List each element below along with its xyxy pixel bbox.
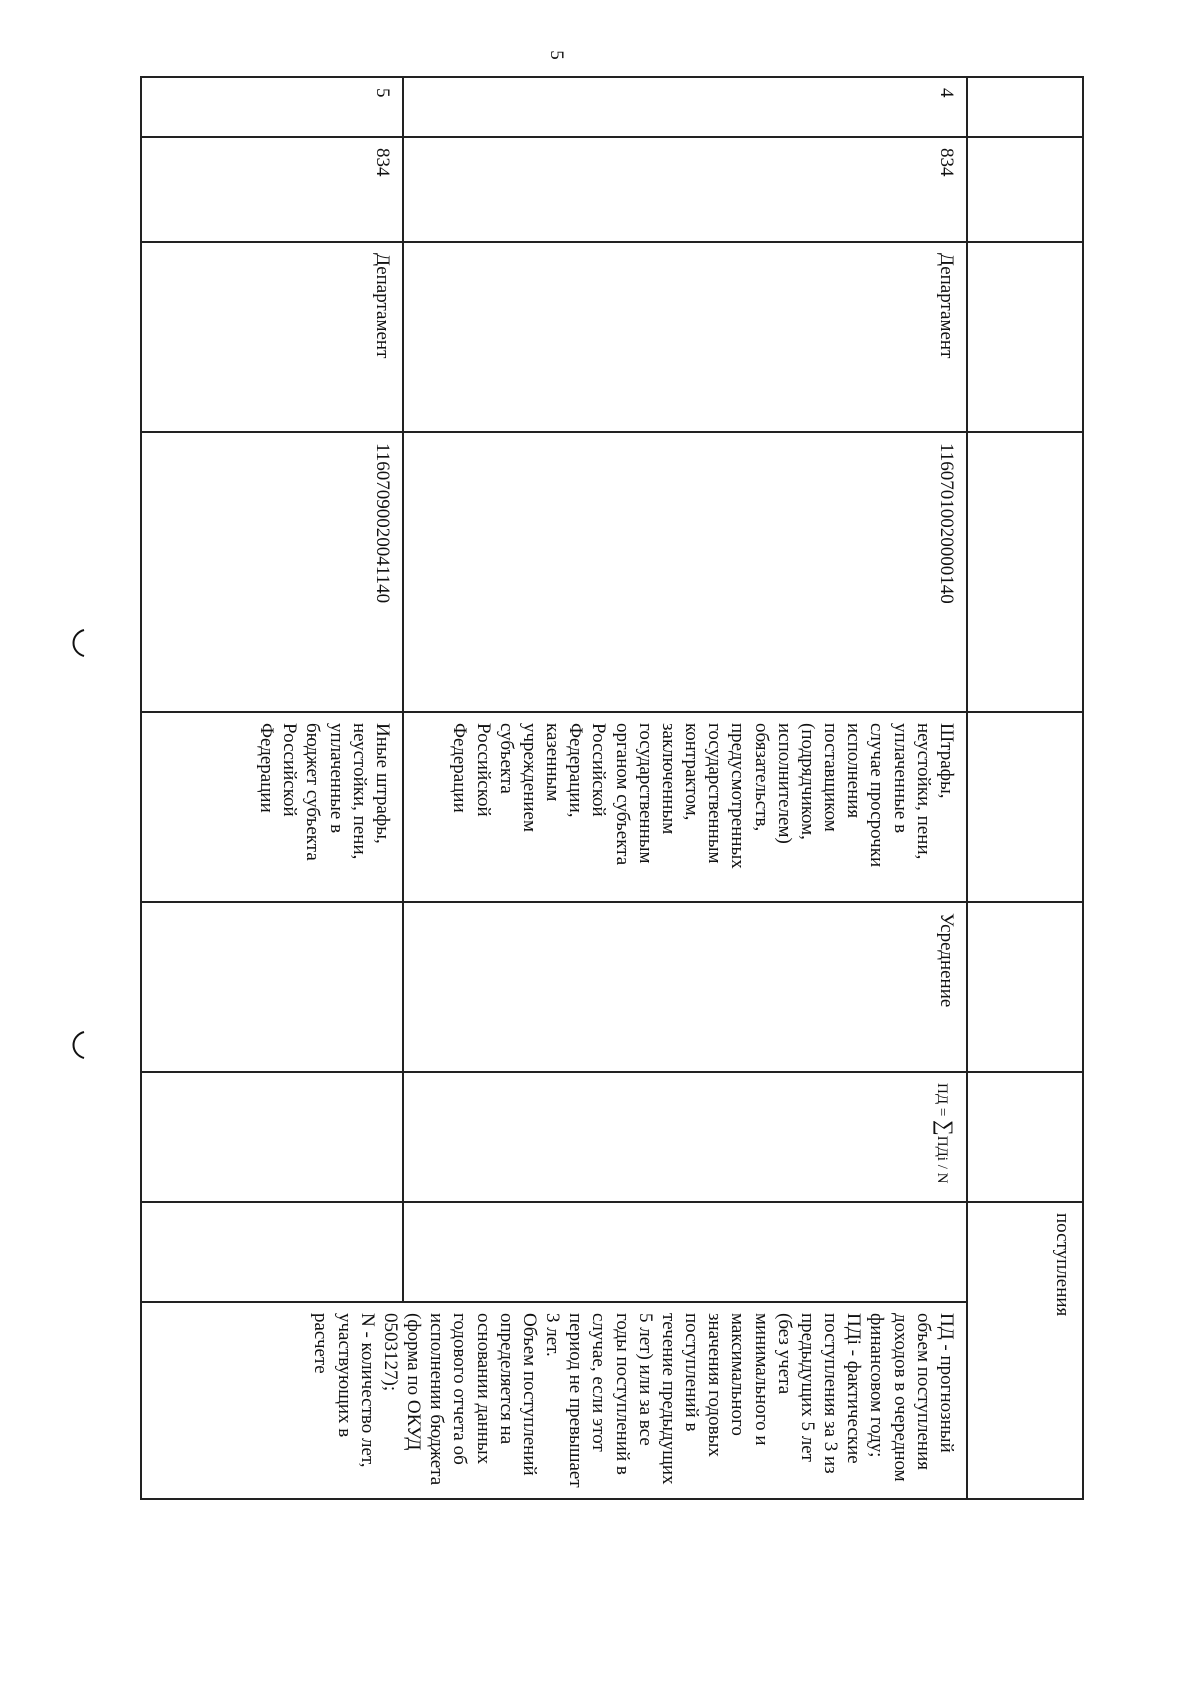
kbk-code: 11607010020000140	[403, 432, 967, 712]
admin-code: 834	[141, 137, 403, 242]
row-number: 5	[141, 77, 403, 137]
header-cell	[967, 712, 1083, 902]
header-cell	[967, 902, 1083, 1072]
header-cell	[967, 77, 1083, 137]
header-cell	[967, 432, 1083, 712]
row-number: 4	[403, 77, 967, 137]
formula	[403, 1072, 967, 1202]
income-name: Штрафы, неустойки, пени, уплаченные в случае просрочки исполнения поставщиком (подрядчиком, исполнителем) обязательств, предусмотренных государственным контрактом, заключенным государственным органом субъекта Российской Федерации, казенным учреждением субъекта Российской Федерации	[403, 712, 967, 902]
admin-name: Департамент	[141, 242, 403, 432]
table-row	[403, 77, 967, 1499]
page-number: 5	[545, 50, 567, 60]
header-cell	[967, 137, 1083, 242]
bracket-mark	[64, 628, 86, 658]
income-name: Иные штрафы, неустойки, пени, уплаченные в бюджет субъекта Российской Федерации	[141, 712, 403, 902]
income-forecast-table	[140, 76, 1084, 1500]
formula-text: ПД = ∑ПДi / N	[933, 1083, 958, 1184]
income-table-container	[160, 76, 1084, 1498]
kbk-code: 11607090020041140	[141, 432, 403, 712]
description: ПД - прогнозный объем поступления доходов в очередном финансовом году; ПДi - фактические поступления за 3 из предыдущих 5 лет (без учета минимального и максимального значения годовых поступлений в течение предыдущих 5 лет) или за все годы поступлений в случае, если этот период не превышает 3 лет. Объем поступлений определяется на основании данных годового отчета об исполнении бюджета (форма по ОКУД 0503127); N - количество лет, участвующих в расчете	[141, 1302, 967, 1499]
admin-name: Департамент	[403, 242, 967, 432]
header-income-cell: поступления	[967, 1202, 1083, 1499]
calc-method	[141, 902, 403, 1072]
admin-code: 834	[403, 137, 967, 242]
header-cell	[967, 242, 1083, 432]
header-formula-cell	[967, 1072, 1083, 1202]
calc-method: Усреднение	[403, 902, 967, 1072]
table-row	[141, 77, 403, 1499]
formula	[141, 1072, 403, 1202]
bracket-mark	[64, 1030, 86, 1060]
period-cell	[403, 1202, 967, 1302]
period-cell	[141, 1202, 403, 1302]
table-header-row	[967, 77, 1083, 1499]
